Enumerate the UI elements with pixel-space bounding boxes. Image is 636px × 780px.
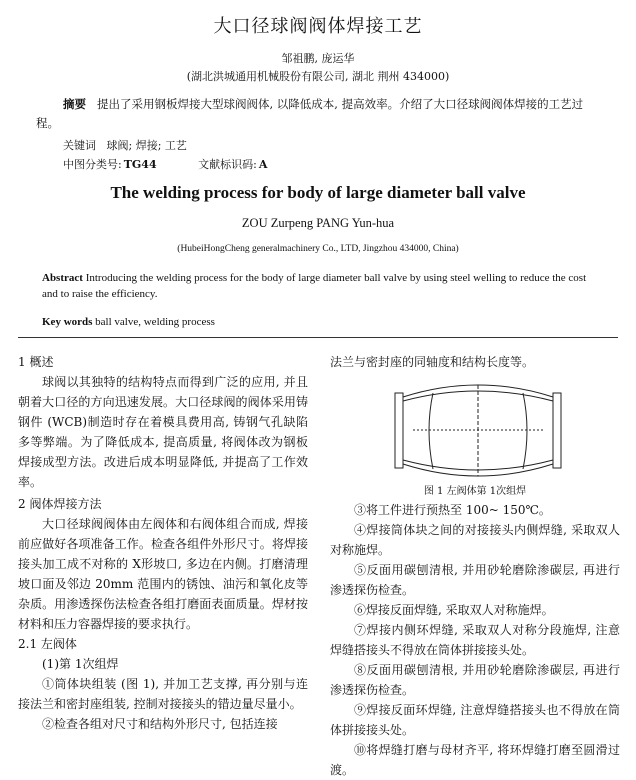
step-7: ⑦焊接内侧环焊缝, 采取双人对称分段施焊, 注意焊缝搭接头不得放在筒体拼接接头处。	[330, 623, 620, 657]
keywords-text-cn: 球阀; 焊接; 工艺	[106, 139, 187, 152]
keywords-cn	[63, 137, 187, 153]
abstract-text-en: Introducing the welding process for the body of large diameter ball valve by using steel welling to reduce the cost and to raise the efficiency.	[42, 272, 587, 300]
authors-en: ZOU Zurpeng PANG Yun-hua	[241, 216, 395, 230]
abstract-text-cn: 提出了采用钢板焊接大型球阀阀体, 以降低成本, 提高效率。介绍了大口径球阀阀体焊接的工艺过程。	[36, 97, 584, 130]
section-2-1-heading: 2.1 左阀体	[18, 637, 77, 651]
doc-code	[198, 158, 267, 171]
classification-line	[63, 156, 305, 172]
step-2-continued: 法兰与密封座的同轴度和结构长度等。	[330, 355, 535, 369]
step-9: ⑨焊接反面环焊缝, 注意焊缝搭接头也不得放在筒体拼接接头处。	[330, 703, 620, 737]
section-1-paragraph: 球阀以其独特的结构特点而得到广泛的应用, 并且朝着大口径的方向迅速发展。大口径球阀的阀体采用铸钢件 (WCB)制造时存在着模具费用高, 铸钢气孔缺陷多等弊端。为了降低成本, 提高质量, 将阀体改为钢板焊接成型方法。改进后成本明显降低, 并提高了工作效率。	[18, 375, 308, 489]
step-6: ⑥焊接反面焊缝, 采取双人对称施焊。	[354, 603, 554, 617]
right-column-steps	[330, 500, 620, 780]
figure-caption: 图 1 左阀体第 1次组焊	[423, 486, 527, 497]
section-2-paragraph: 大口径球阀阀体由左阀体和右阀体组合而成, 焊接前应做好各项准备工作。检查各组件外形尺寸。将焊接接头加工成不对称的 X形坡口, 多边在内侧。打磨清理坡口面及邻边 20mm 范围内的锈蚀、油污和氧化皮等杂质。用渗透探伤法检查各组打磨面表面质量。焊材按材料和压力容器焊接的要求执行。	[18, 517, 308, 631]
abstract-en	[42, 270, 602, 302]
step-8: ⑧反面用碳刨清根, 并用砂轮磨除渗碳层, 再进行渗透探伤检查。	[330, 663, 620, 697]
valve-body-figure	[393, 383, 563, 478]
subsection-first-weld: (1)第 1次组焊	[42, 657, 119, 671]
doc-label: 文献标识码:	[198, 158, 257, 171]
paper-title-en: The welding process for body of large diameter ball valve	[110, 183, 526, 202]
step-10: ⑩将焊缝打磨与母材齐平, 将环焊缝打磨至圆滑过渡。	[330, 743, 620, 777]
keywords-label-en: Key words	[42, 316, 93, 328]
seam-right	[523, 393, 527, 469]
affiliation-cn: (湖北洪城通用机械股份有限公司, 湖北 荆州 434000)	[186, 70, 450, 83]
left-column	[18, 352, 308, 734]
step-3: ③将工件进行预热至 100~ 150℃。	[354, 503, 551, 517]
section-1-heading: 1 概述	[18, 355, 54, 369]
doc-value: A	[258, 158, 268, 171]
seam-left	[429, 393, 433, 469]
affiliation-en: (HubeiHongCheng generalmachinery Co., LTD, Jingzhou 434000, China)	[177, 244, 459, 254]
step-2: ②检查各组对尺寸和结构外形尺寸, 包括连接	[42, 717, 278, 731]
right-flange	[553, 393, 561, 468]
step-1: ①筒体块组装 (图 1), 并加工艺支撑, 再分别与连接法兰和密封座组装, 控制对接接头的错边量尽量小。	[18, 677, 308, 711]
paper-title-cn: 大口径球阀阀体焊接工艺	[213, 16, 423, 37]
abstract-cn	[36, 95, 596, 133]
section-divider	[18, 337, 618, 338]
abstract-label-cn: 摘要	[63, 97, 86, 111]
section-2-heading: 2 阀体焊接方法	[18, 497, 102, 511]
keywords-label-cn: 关键词	[63, 139, 96, 152]
abstract-label-en: Abstract	[42, 272, 83, 284]
keywords-en	[42, 316, 215, 328]
keywords-text-en: ball valve, welding process	[95, 316, 215, 328]
class-number	[63, 158, 157, 171]
step-5: ⑤反面用碳刨清根, 并用砂轮磨除渗碳层, 再进行渗透探伤检查。	[330, 563, 620, 597]
authors-cn: 邹祖鹏, 庞运华	[281, 52, 355, 65]
class-value: TG44	[123, 158, 157, 171]
step-4: ④焊接筒体块之间的对接接头内侧焊缝, 采取双人对称施焊。	[330, 523, 620, 557]
left-flange	[395, 393, 403, 468]
class-label: 中图分类号:	[63, 158, 122, 171]
right-column-top	[330, 352, 620, 372]
